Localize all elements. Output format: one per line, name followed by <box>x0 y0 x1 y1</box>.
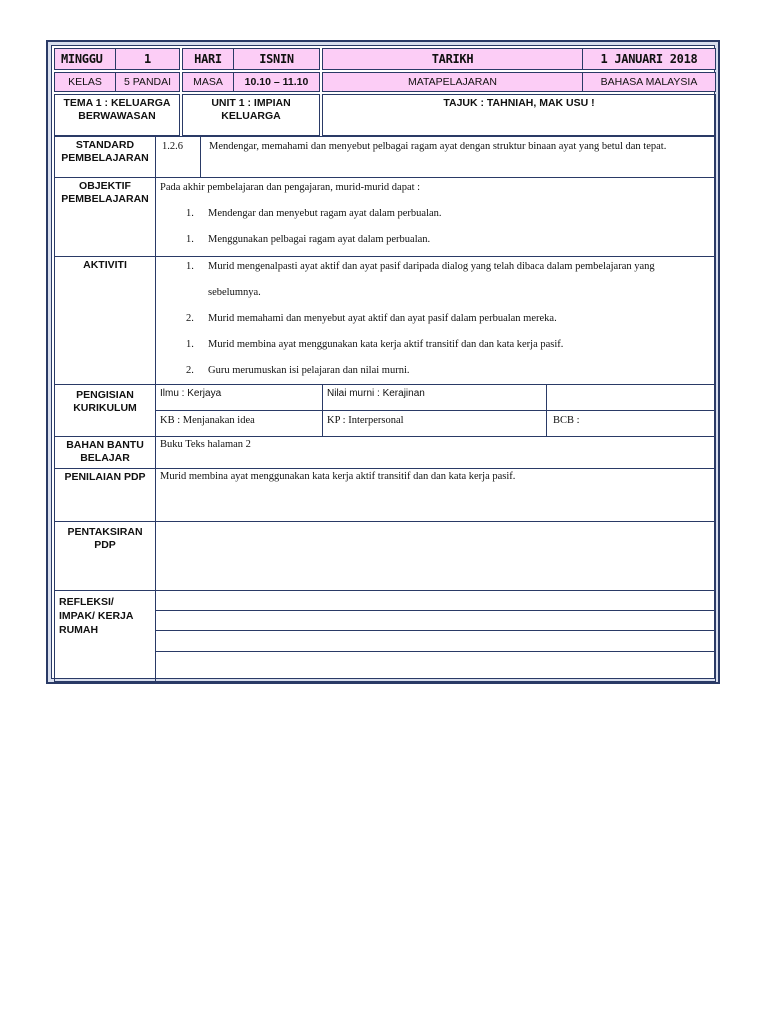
nilai-murni-cell: Nilai murni : Kerajinan <box>322 384 547 411</box>
objektif-item-text: Menggunakan pelbagai ragam ayat dalam perbualan. <box>208 234 431 245</box>
matapelajaran-value: BAHASA MALAYSIA <box>582 72 716 92</box>
bahan-text: Buku Teks halaman 2 <box>155 436 716 469</box>
aktiviti-item-text: Murid membina ayat menggunakan kata kerja aktif transitif dan dan kata kerja pasif. <box>208 339 564 350</box>
tajuk-cell: TAJUK : TAHNIAH, MAK USU ! <box>322 94 716 136</box>
bcb-cell: BCB : <box>546 410 716 437</box>
kp-cell: KP : Interpersonal <box>322 410 547 437</box>
kelas-value: 5 PANDAI <box>115 72 180 92</box>
aktiviti-item-text: Murid memahami dan menyebut ayat aktif dan ayat pasif dalam perbualan mereka. <box>208 313 557 324</box>
masa-label: MASA <box>182 72 234 92</box>
kb-cell: KB : Menjanakan idea <box>155 410 323 437</box>
pentaksiran-label: PENTAKSIRAN PDP <box>54 521 156 591</box>
lesson-plan-table <box>51 45 715 679</box>
aktiviti-content <box>155 256 716 385</box>
unit-cell: UNIT 1 : IMPIAN KELUARGA <box>182 94 320 136</box>
ilmu-cell: Ilmu : Kerjaya <box>155 384 323 411</box>
standard-label: STANDARD PEMBELAJARAN <box>54 136 156 178</box>
objektif-item-num: 1. <box>186 234 194 245</box>
penilaian-label: PENILAIAN PDP <box>54 468 156 522</box>
standard-code: 1.2.6 <box>155 136 201 178</box>
penilaian-text: Murid membina ayat menggunakan kata kerja aktif transitif dan dan kata kerja pasif. <box>155 468 716 522</box>
aktiviti-item-num: 1. <box>186 261 194 272</box>
masa-value: 10.10 – 11.10 <box>233 72 320 92</box>
refleksi-line <box>155 630 716 652</box>
hari-label: HARI <box>182 48 234 70</box>
refleksi-line <box>155 610 716 631</box>
tarikh-label: TARIKH <box>322 48 583 70</box>
aktiviti-item-num: 2. <box>186 313 194 324</box>
kelas-label: KELAS <box>54 72 116 92</box>
bahan-label: BAHAN BANTU BELAJAR <box>54 436 156 469</box>
aktiviti-item-cont: sebelumnya. <box>208 287 261 298</box>
aktiviti-item-text: Guru merumuskan isi pelajaran dan nilai murni. <box>208 365 410 376</box>
pengisian-label: PENGISIAN KURIKULUM <box>54 384 156 437</box>
tema-cell: TEMA 1 : KELUARGA BERWAWASAN <box>54 94 180 136</box>
minggu-label: MINGGU <box>54 48 116 70</box>
objektif-item-num: 1. <box>186 208 194 219</box>
aktiviti-label: AKTIVITI <box>54 256 156 385</box>
objektif-content <box>155 177 716 257</box>
pentaksiran-content <box>155 521 716 591</box>
tarikh-value: 1 JANUARI 2018 <box>582 48 716 70</box>
refleksi-line <box>155 590 716 611</box>
lesson-plan-frame <box>46 40 720 684</box>
objektif-intro: Pada akhir pembelajaran dan pengajaran, murid-murid dapat : <box>160 182 421 193</box>
refleksi-line <box>155 651 716 682</box>
minggu-value: 1 <box>115 48 180 70</box>
aktiviti-item-num: 2. <box>186 365 194 376</box>
objektif-item-text: Mendengar dan menyebut ragam ayat dalam perbualan. <box>208 208 442 219</box>
aktiviti-item-num: 1. <box>186 339 194 350</box>
aktiviti-item-text: Murid mengenalpasti ayat aktif dan ayat pasif daripada dialog yang telah dibaca dalam pembelajaran yang <box>208 261 655 272</box>
refleksi-label: REFLEKSI/ IMPAK/ KERJA RUMAH <box>54 590 156 682</box>
pengisian-empty-cell <box>546 384 716 411</box>
matapelajaran-label: MATAPELAJARAN <box>322 72 583 92</box>
standard-text: Mendengar, memahami dan menyebut pelbagai ragam ayat dengan struktur binaan ayat yang betul dan tepat. <box>200 136 716 178</box>
hari-value: ISNIN <box>233 48 320 70</box>
objektif-label: OBJEKTIF PEMBELAJARAN <box>54 177 156 257</box>
